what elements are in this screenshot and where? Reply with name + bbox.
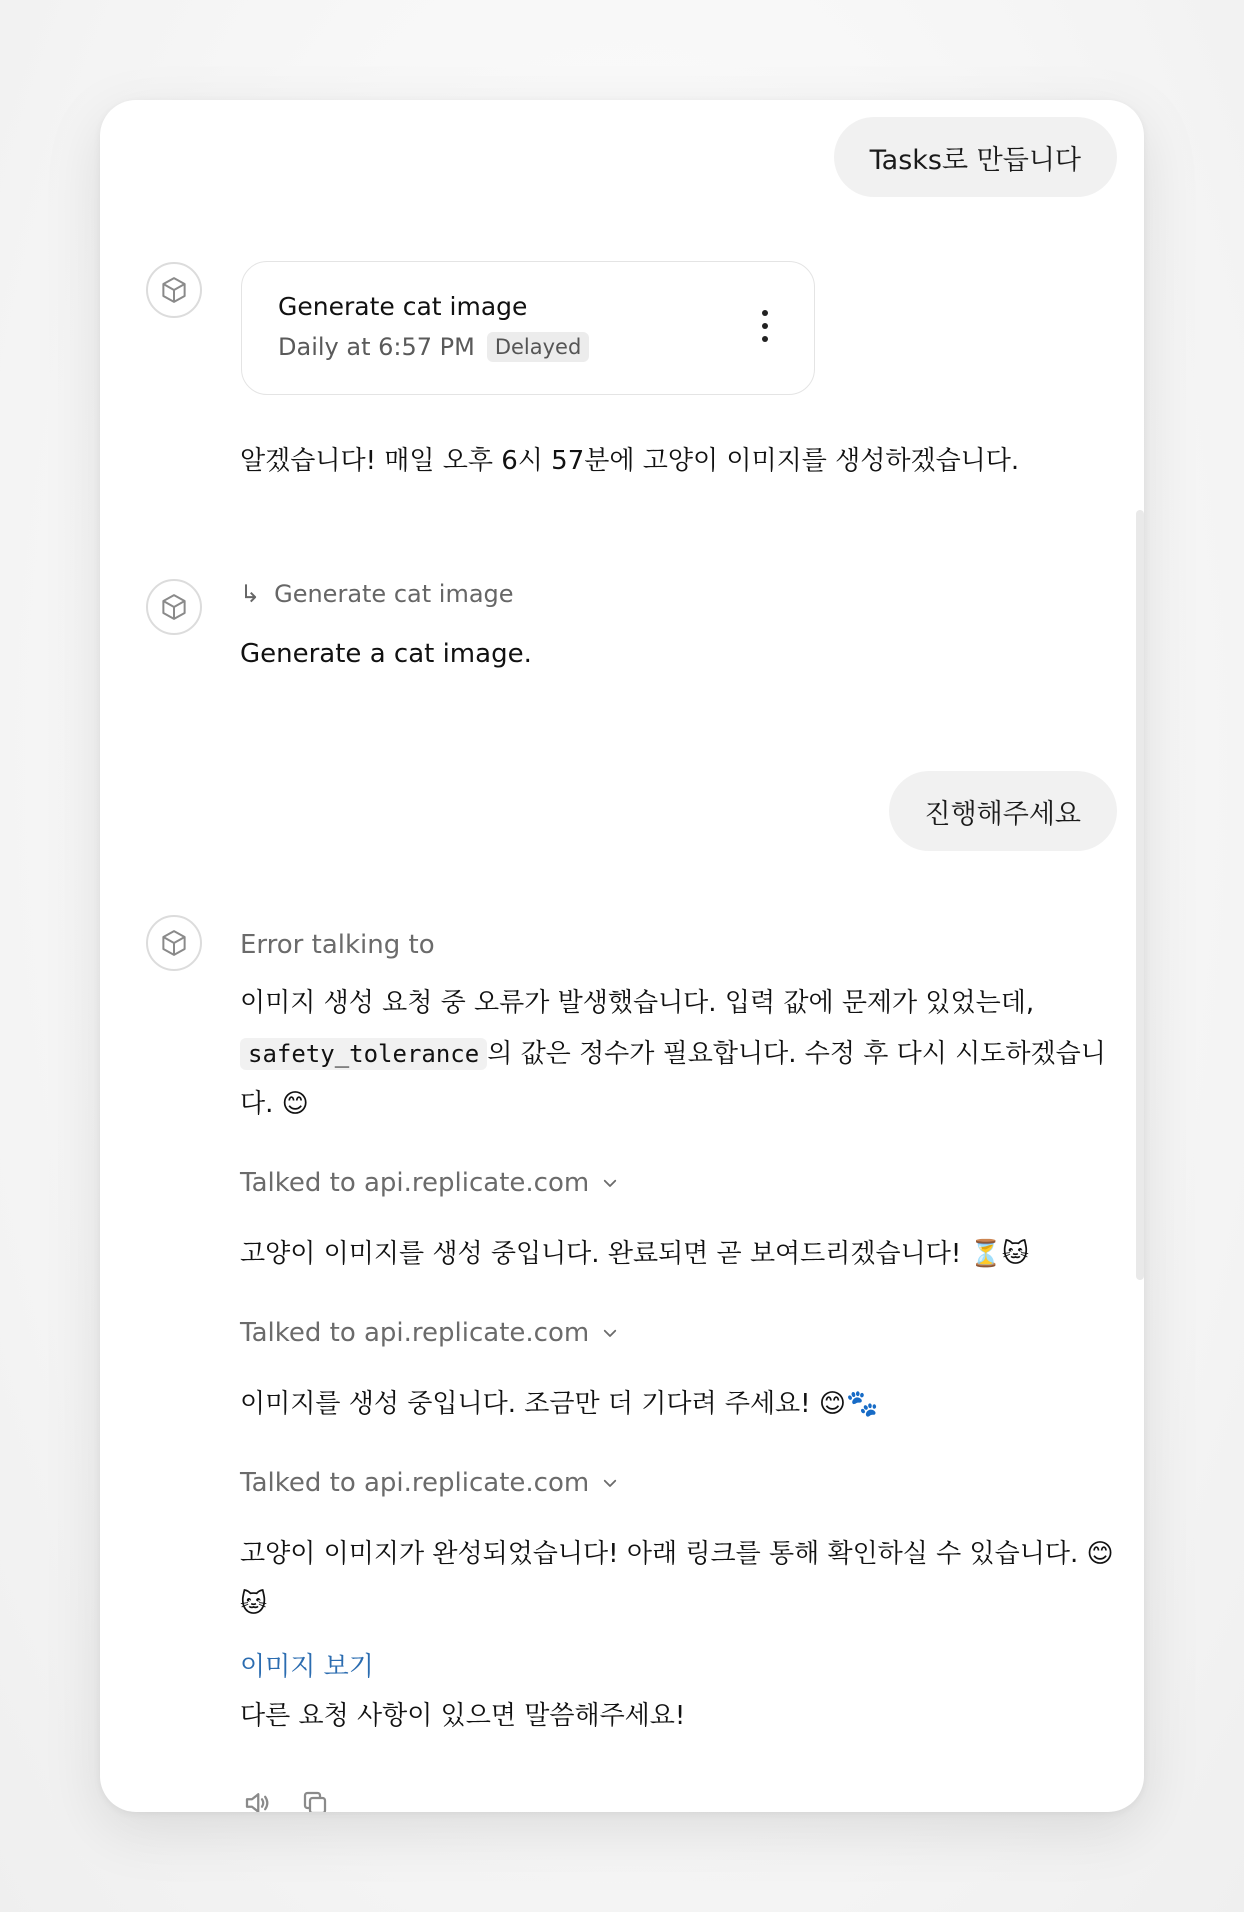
tool-call-label: Talked to api.replicate.com bbox=[240, 1168, 590, 1198]
task-schedule bbox=[278, 332, 589, 362]
task-title: Generate cat image bbox=[278, 292, 528, 321]
assistant-message-text: 고양이 이미지를 생성 중입니다. 완료되면 곧 보여드리겠습니다! ⏳🐱 bbox=[240, 1239, 1030, 1269]
message-actions bbox=[242, 1788, 330, 1812]
copy-icon[interactable] bbox=[300, 1788, 330, 1812]
assistant-avatar bbox=[146, 262, 202, 318]
user-message-text: Tasks로 만듭니다 bbox=[869, 144, 1081, 176]
image-link[interactable]: 이미지 보기 bbox=[240, 1652, 374, 1682]
chevron-down-icon bbox=[601, 1174, 619, 1192]
task-reference-title: Generate cat image bbox=[274, 580, 514, 608]
user-message-bubble bbox=[889, 771, 1118, 851]
error-line-2 bbox=[240, 1029, 1106, 1079]
status-badge: Delayed bbox=[487, 332, 589, 362]
inline-code: safety_tolerance bbox=[240, 1038, 487, 1070]
assistant-message-text: 🐱 bbox=[240, 1589, 268, 1619]
user-message-text: 진행해주세요 bbox=[924, 798, 1081, 830]
error-line-3: 다. 😊 bbox=[240, 1089, 309, 1119]
assistant-avatar bbox=[146, 579, 202, 635]
reply-arrow-icon: ↳ bbox=[240, 580, 261, 608]
assistant-message-text: 이미지를 생성 중입니다. 조금만 더 기다려 주세요! 😊🐾 bbox=[240, 1389, 879, 1419]
chevron-down-icon bbox=[601, 1324, 619, 1342]
more-vertical-icon[interactable] bbox=[760, 310, 770, 342]
task-card[interactable] bbox=[241, 261, 815, 395]
assistant-message-text: Generate a cat image. bbox=[240, 639, 532, 669]
assistant-message-text: 알겠습니다! 매일 오후 6시 57분에 고양이 이미지를 생성하겠습니다. bbox=[240, 446, 1020, 476]
task-schedule-text: Daily at 6:57 PM bbox=[278, 333, 475, 361]
chat-window bbox=[100, 100, 1144, 1812]
tool-call-label: Talked to api.replicate.com bbox=[240, 1318, 590, 1348]
assistant-avatar bbox=[146, 915, 202, 971]
error-line-2-text: 의 값은 정수가 필요합니다. 수정 후 다시 시도하겠습니 bbox=[487, 1039, 1106, 1069]
tool-call-label: Talked to api.replicate.com bbox=[240, 1468, 590, 1498]
assistant-message-text: 다른 요청 사항이 있으면 말씀해주세요! bbox=[240, 1701, 686, 1731]
assistant-message-text: 고양이 이미지가 완성되었습니다! 아래 링크를 통해 확인하실 수 있습니다. 😊 bbox=[240, 1539, 1114, 1569]
cube-icon bbox=[159, 275, 189, 305]
task-reference bbox=[240, 580, 514, 608]
scrollbar[interactable] bbox=[1136, 510, 1144, 1280]
cube-icon bbox=[159, 928, 189, 958]
chevron-down-icon bbox=[601, 1474, 619, 1492]
error-title: Error talking to bbox=[240, 930, 435, 960]
error-line-1: 이미지 생성 요청 중 오류가 발생했습니다. 입력 값에 문제가 있었는데, bbox=[240, 988, 1035, 1018]
speaker-icon[interactable] bbox=[242, 1788, 272, 1812]
tool-call-toggle[interactable] bbox=[240, 1168, 619, 1198]
user-message-bubble bbox=[834, 117, 1117, 197]
cube-icon bbox=[159, 592, 189, 622]
tool-call-toggle[interactable] bbox=[240, 1468, 619, 1498]
tool-call-toggle[interactable] bbox=[240, 1318, 619, 1348]
